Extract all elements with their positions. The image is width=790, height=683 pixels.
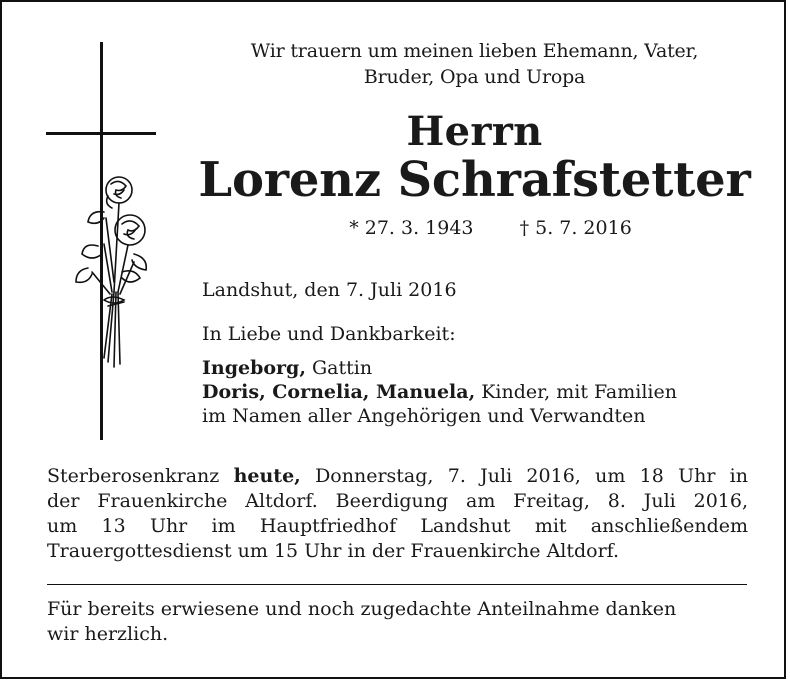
service-details xyxy=(47,464,748,564)
mourner-names: Ingeborg, xyxy=(202,357,306,379)
mourner-relation: Gattin xyxy=(305,357,373,379)
salutation: Herrn xyxy=(406,108,543,155)
intro-line: Wir trauern um meinen lieben Ehemann, Vater, xyxy=(250,40,699,62)
mourners-block xyxy=(202,278,762,428)
divider xyxy=(47,584,747,585)
mourner-relation: Kinder, mit Familien xyxy=(475,381,677,403)
service-text: Donnerstag, 7. Juli 2016, um 18 Uhr in xyxy=(300,465,748,487)
deceased-name: Lorenz Schrafstetter xyxy=(198,152,751,208)
mourner-line xyxy=(202,380,762,404)
death-date: † 5. 7. 2016 xyxy=(519,217,632,239)
service-emphasis: heute, xyxy=(233,465,301,487)
intro-text xyxy=(192,38,757,90)
service-text: Sterberosenkranz xyxy=(47,465,234,487)
birth-date: * 27. 3. 1943 xyxy=(349,217,474,239)
closing-text xyxy=(47,597,748,647)
closing-line: Für bereits erwiesene und noch zugedachte Anteilnahme danken xyxy=(47,598,677,620)
cross-icon xyxy=(46,42,156,442)
service-line: um 13 Uhr im Hauptfriedhof Landshut mit anschließendem xyxy=(47,515,748,537)
cross-horizontal-beam xyxy=(46,132,156,135)
place-and-date: Landshut, den 7. Juli 2016 xyxy=(202,279,457,301)
mourners-footer: im Namen aller Angehörigen und Verwandten xyxy=(202,405,646,427)
rose-bouquet-icon xyxy=(64,172,154,382)
obituary-header xyxy=(192,38,757,240)
mourner-names: Doris, Cornelia, Manuela, xyxy=(202,381,476,403)
service-line: der Frauenkirche Altdorf. Beerdigung am Freitag, 8. Juli 2016, xyxy=(47,490,748,512)
mourner-line xyxy=(202,356,762,380)
life-dates xyxy=(192,216,757,240)
closing-line: wir herzlich. xyxy=(47,623,169,645)
intro-line: Bruder, Opa und Uropa xyxy=(363,66,586,88)
thanks-line: In Liebe und Dankbarkeit: xyxy=(202,323,456,345)
service-line xyxy=(47,464,748,489)
service-line: Trauergottesdienst um 15 Uhr in der Frauenkirche Altdorf. xyxy=(47,540,620,562)
